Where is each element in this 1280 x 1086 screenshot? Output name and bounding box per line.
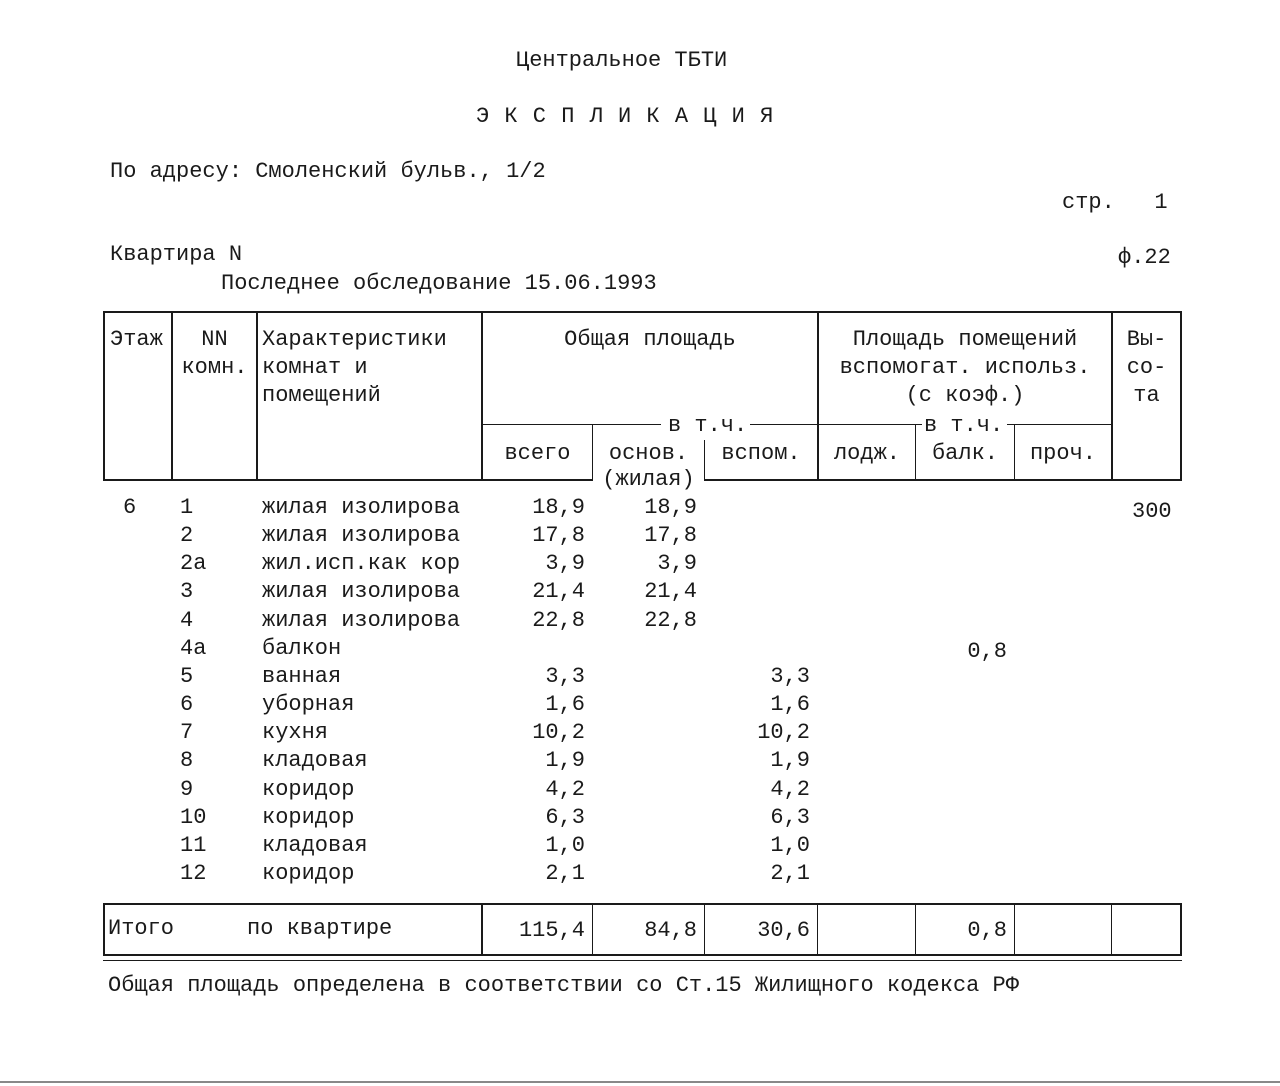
address: По адресу: Смоленский бульв., 1/2: [110, 159, 546, 184]
form-number: ф.22: [1118, 245, 1171, 270]
row-total: 2,1: [545, 860, 585, 886]
height-value: 300: [1132, 499, 1172, 524]
row-name: балкон: [262, 635, 342, 661]
header-other: проч.: [1029, 441, 1096, 466]
row-no: 1: [180, 495, 194, 520]
totals-aux: 30,6: [757, 918, 810, 943]
row-total: 22,8: [532, 607, 585, 633]
footer-note: Общая площадь определена в соответствии со Ст.15 Жилищного кодекса РФ: [108, 973, 1019, 998]
apartment-label: Квартира N: [110, 242, 243, 267]
totals-total: 115,4: [518, 918, 585, 943]
row-main: 22,8: [644, 607, 697, 633]
row-name: ванная: [262, 663, 342, 689]
row-no: 12: [180, 860, 207, 886]
totals-label: Итого: [108, 916, 175, 941]
header-incl-2: в т.ч.: [924, 413, 1004, 438]
row-name: кладовая: [262, 832, 368, 858]
row-main: 18,9: [644, 495, 697, 520]
row-name: жилая изолирова: [262, 523, 461, 549]
page-number: стр. 1: [1062, 190, 1168, 215]
row-total: 18,9: [532, 495, 585, 520]
row-no: 5: [180, 663, 194, 689]
row-no: 2а: [180, 551, 207, 577]
row-name: жилая изолирова: [262, 495, 461, 520]
row-aux: 3,3: [770, 663, 810, 689]
row-aux: 1,9: [770, 748, 810, 774]
bottom-rule: [0, 1081, 1280, 1083]
row-no: 6: [180, 692, 194, 718]
row-no: 9: [180, 776, 194, 802]
row-no: 10: [180, 804, 207, 830]
row-total: 10,2: [532, 720, 585, 746]
row-name: коридор: [262, 860, 355, 886]
row-total: 1,0: [545, 832, 585, 858]
totals-label-apartment: по квартире: [247, 916, 393, 941]
totals-main: 84,8: [644, 918, 697, 943]
header-main: основ.: [608, 441, 689, 466]
header-total-area: Общая площадь: [564, 327, 736, 352]
row-no: 11: [180, 832, 207, 858]
row-main: 3,9: [657, 551, 697, 577]
row-aux: 1,0: [770, 832, 810, 858]
row-name: жил.исп.как кор: [262, 551, 461, 577]
row-name: коридор: [262, 804, 355, 830]
row-total: 4,2: [545, 776, 585, 802]
row-no: 7: [180, 720, 194, 746]
row-total: 21,4: [532, 579, 585, 605]
row-balk: 0,8: [967, 638, 1007, 664]
totals-balcony: 0,8: [967, 918, 1007, 943]
row-aux: 4,2: [770, 776, 810, 802]
row-total: 17,8: [532, 523, 585, 549]
row-aux: 6,3: [770, 804, 810, 830]
header-loggia: лодж.: [833, 441, 900, 466]
row-main: 21,4: [644, 579, 697, 605]
header-aux: вспом.: [721, 441, 801, 466]
row-aux: 10,2: [757, 720, 810, 746]
row-total: 3,3: [545, 663, 585, 689]
header-height: Вы- со- та: [1126, 327, 1167, 408]
header-total: всего: [504, 441, 571, 466]
header-living: (жилая): [593, 466, 704, 494]
row-total: 6,3: [545, 804, 585, 830]
row-name: кухня: [262, 720, 329, 746]
org-name: Центральное ТБТИ: [516, 48, 728, 73]
row-total: 1,6: [545, 692, 585, 718]
header-floor: Этаж: [110, 327, 163, 352]
row-total: 3,9: [545, 551, 585, 577]
row-main: 17,8: [644, 523, 697, 549]
header-room-no: NN комн.: [181, 327, 248, 380]
floor-value: 6: [123, 495, 137, 520]
last-survey: Последнее обследование 15.06.1993: [221, 271, 657, 296]
row-no: 2: [180, 523, 194, 549]
row-name: жилая изолирова: [262, 579, 461, 605]
row-name: кладовая: [262, 748, 368, 774]
row-no: 8: [180, 748, 194, 774]
row-name: уборная: [262, 692, 355, 718]
header-balcony: балк.: [931, 441, 998, 466]
row-no: 4: [180, 607, 194, 633]
document-title: Э К С П Л И К А Ц И Я: [476, 104, 775, 129]
row-name: коридор: [262, 776, 355, 802]
header-aux-area: Площадь помещений вспомогат. использ. (с коэф.): [839, 327, 1091, 408]
row-no: 3: [180, 579, 194, 605]
header-characteristics: Характеристики комнат и помещений: [262, 327, 447, 408]
row-aux: 2,1: [770, 860, 810, 886]
row-aux: 1,6: [770, 692, 810, 718]
header-incl-1: в т.ч.: [668, 413, 748, 438]
row-no: 4а: [180, 635, 207, 661]
row-name: жилая изолирова: [262, 607, 461, 633]
row-total: 1,9: [545, 748, 585, 774]
